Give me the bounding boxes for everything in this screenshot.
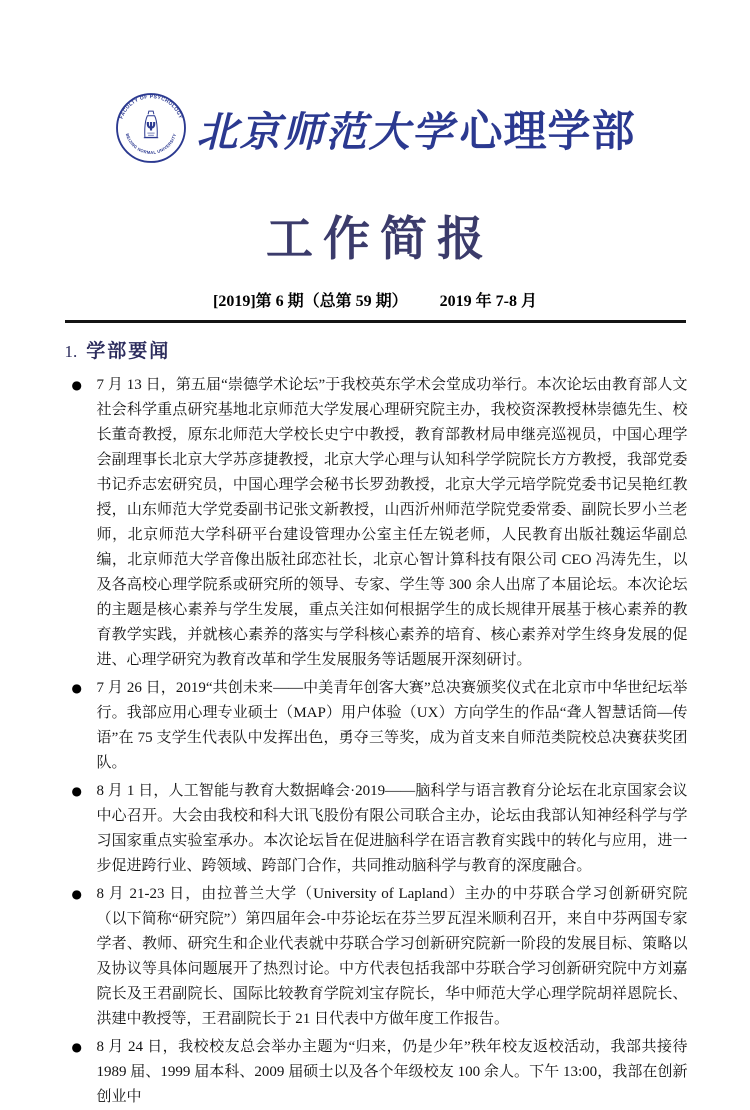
- news-item: [63, 1035, 688, 1110]
- news-text: 8 月 1 日，人工智能与教育大数据峰会·2019——脑科学与语言教育分论坛在北京国家会议中心召开。大会由我校和科大讯飞股份有限公司联合主办，论坛由我部认知神经科学与学习国家重点实验室承办。本次论坛旨在促进脑科学在语言教育实践中的转化与应用，进一步促进跨行业、跨领域、跨部门合作，共同推动脑科学与教育的深度融合。: [96, 783, 688, 874]
- header-logo: [0, 0, 750, 166]
- org-name-script: 北京师范大学: [196, 108, 455, 155]
- org-name: [197, 98, 636, 159]
- news-text: 8 月 21-23 日，由拉普兰大学（University of Lapland）主办的中芬联合学习创新研究院（以下简称“研究院”）第四届年会-中芬论坛在芬兰罗瓦涅米顺利召开，来自中芬两国专家学者、教师、研究生和企业代表就中芬联合学习创新研究院新一阶段的发展目标、策略以及协议等具体问题展开了热烈讨论。中方代表包括我部中芬联合学习创新研究院中方刘嘉院长及王君副院长、国际比较教育学院刘宝存院长，华中师范大学心理学院胡祥恩院长、洪建中教授等，王君副院长于 21 日代表中方做年度工作报告。: [96, 886, 688, 1027]
- news-text: 7 月 26 日，2019“共创未来——中美青年创客大赛”总决赛颁奖仪式在北京市中华世纪坛举行。我部应用心理专业硕士（MAP）用户体验（UX）方向学生的作品“聋人智慧话筒—传语”在 75 支学生代表队中发挥出色，勇夺三等奖，成为首支来自师范类院校总决赛获奖团队。: [96, 680, 688, 771]
- news-list: [63, 373, 688, 1110]
- issue-period: 2019 年 7-8 月: [439, 293, 537, 310]
- news-item: [63, 882, 688, 1032]
- bullet-icon: ●: [71, 784, 82, 798]
- seal-bottom-text: BEIJING NORMAL UNIVERSITY: [124, 132, 177, 155]
- news-text: 7 月 13 日，第五届“崇德学术论坛”于我校英东学术会堂成功举行。本次论坛由教育部人文社会科学重点研究基地北京师范大学发展心理研究院主办，我校资深教授林崇德先生、校长董奇教授，原东北师范大学校长史宁中教授，教育部教材局申继亮巡视员，中国心理学会副理事长北京大学苏彦捷教授，北京大学心理与认知科学学院院长方方教授，我部党委书记乔志宏研究员，中国心理学会秘书长罗劲教授，北京大学元培学院党委书记吴艳红教授，山东师范大学党委副书记张文新教授，山西沂州师范学院党委常委、副院长罗小兰老师，北京师范大学科研平台建设管理办公室主任左锐老师，人民教育出版社魏运华副总编，北京师范大学音像出版社邱恋社长，北京心智计算科技有限公司 CEO 冯涛先生，以及各高校心理学院系或研究所的领导、专家、学生等 300 余人出席了本届论坛。本次论坛的主题是核心素养与学生发展，重点关注如何根据学生的成长规律开展基于核心素养的教育教学实践，并就核心素养的落实与学科核心素养的培育、核心素养对学生终身发展的促进、心理学研究为教育改革和学生发展服务等话题展开深刻研讨。: [96, 377, 688, 668]
- svg-text:BEIJING NORMAL UNIVERSITY: [124, 133, 177, 155]
- section-number: 1.: [64, 342, 78, 361]
- university-seal: [115, 92, 187, 164]
- bullet-icon: ●: [71, 1040, 82, 1054]
- news-item: [63, 779, 688, 879]
- issue-number: [2019]第 6 期（总第 59 期）: [212, 293, 408, 310]
- seal-top-text: FACULTY OF PSYCHOLOGY: [118, 94, 183, 120]
- divider-rule: [65, 320, 686, 323]
- bullet-icon: ●: [71, 378, 82, 392]
- doc-title: 工作简报: [266, 214, 494, 266]
- news-item: [63, 676, 688, 776]
- bullet-icon: ●: [71, 887, 82, 901]
- bullet-icon: ●: [71, 681, 82, 695]
- news-text: 8 月 24 日，我校校友总会举办主题为“归来，仍是少年”秩年校友返校活动，我部共接待 1989 届、1999 届本科、2009 届硕士以及各个年级校友 100 余人。下午 13:00，我部在创新创业中: [96, 1039, 688, 1105]
- issue-info: [0, 292, 750, 312]
- psi-symbol: Ψ: [145, 119, 156, 134]
- org-name-bold: 心理学部: [459, 107, 636, 156]
- section-heading: [65, 336, 686, 363]
- section-title: 学部要闻: [86, 341, 171, 362]
- news-item: [63, 373, 688, 673]
